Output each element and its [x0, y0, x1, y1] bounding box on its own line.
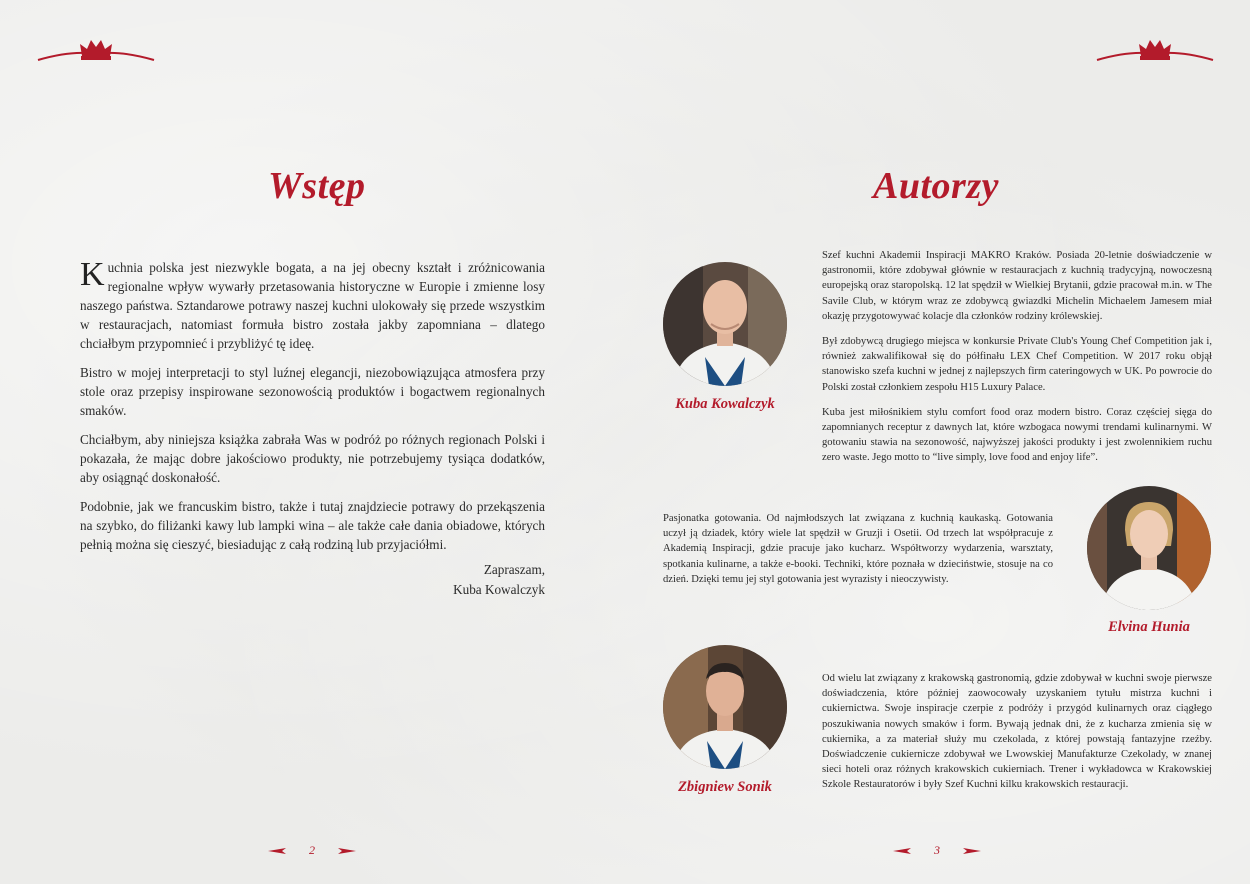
signature-greeting: Zapraszam,: [483, 562, 545, 577]
author-bio-paragraph: Był zdobywcą drugiego miejsca w konkursie Private Club's Young Chef Competition jak i, również zakwalifikował się do półfinału LEX Chef Competition. W 2017 roku objął stanowisko szefa kuchni w jednej z najlepszych firm cateringowych w UK. Po powrocie do Polski został członkiem zespołu H15 Luxury Palace.: [822, 336, 1212, 393]
signature: [453, 560, 545, 600]
arrow-right-icon: [963, 848, 981, 854]
right-page: [625, 0, 1250, 884]
author-photo-zbigniew: [663, 645, 787, 769]
author-name: Elvina Hunia: [1108, 619, 1190, 635]
page-number: 3: [934, 843, 940, 857]
intro-text: [80, 258, 545, 564]
arrow-right-icon: [338, 848, 356, 854]
author-bio-zbigniew: [822, 671, 1212, 803]
intro-paragraph-3: Chciałbym, aby niniejsza książka zabrała Was w podróż po różnych regionach Polski i pokazała, że mając dobre jakościowo produkty, nie potrzebujemy tysiąca dodatków, aby osiągnąć doskonałość.: [80, 432, 545, 485]
page-title: Wstęp: [268, 165, 366, 207]
arrow-left-icon: [268, 848, 286, 854]
signature-name: Kuba Kowalczyk: [453, 582, 545, 597]
author-photo-kuba: [663, 262, 787, 386]
author-photo-elvina: [1087, 486, 1211, 610]
author-bio-paragraph: Pasjonatka gotowania. Od najmłodszych lat związana z kuchnią kaukaską. Gotowania uczył ją dziadek, który wiele lat spędził w Gruzji i Osetii. Od trzech lat współpracuje z Akademią Inspiracji, gdzie pracuje jako kucharz. Współtworzy wydarzenia, warsztaty, spotkania kulinarne, a także e-booki. Techniki, które poznała w dzieciństwie, stosuje na co dzień. Dzięki temu jej styl gotowania jest wyrazisty i nieoczywisty.: [663, 513, 1053, 585]
author-name: Zbigniew Sonik: [678, 779, 772, 795]
author-bio-paragraph: Od wielu lat związany z krakowską gastronomią, gdzie zdobywał w kuchni swoje pierwsze doświadczenia, które później zaowocowały uzyskaniem tytułu mistrza kuchni i cukiernictwa. Swoje inspiracje czerpie z podróży i przygód kulinarnych oraz ciągłego poszukiwania nowych smaków i form. Bywają jednak dni, że z kucharza zmienia się w cukiernika, a za materiał służy mu czekolada, z której powstają fantazyjne rzeźby. Doświadczenie cukiernicze zdobywał we Lwowskiej Manufakturze Czekolady, w znanej sieci hoteli oraz różnych krakowskich cukierniach. Trener i wykładowca w Krakowskiej Szkole Restauratorów i były Szef Kuchni kilku krakowskich restauracji.: [822, 673, 1212, 791]
page-footer: [252, 843, 372, 859]
intro-paragraph-1-text: uchnia polska jest niezwykle bogata, a na jej obecny kształt i zróżnicowania regionalne wpływ wywarły przetasowania historyczne w Europie i zmienne losy naszego państwa. Sztandarowe potrawy naszej kuchni ulokowały się przede wszystkim w restauracjach, natomiast formuła bistro została jakby zapomniana – dlatego chciałbym przypomnieć i przybliżyć tę ideę.: [80, 260, 545, 351]
intro-paragraph-2: Bistro w mojej interpretacji to styl luźnej elegancji, niezobowiązująca atmosfera przy stole oraz przepisy inspirowane sezonowością produktów i bogactwem regionalnych smaków.: [80, 365, 545, 418]
intro-paragraph-1: [80, 258, 545, 353]
author-bio-elvina: [663, 511, 1053, 597]
page-footer: [877, 843, 997, 859]
page-number: 2: [309, 843, 315, 857]
crown-icon: [36, 36, 156, 64]
arrow-left-icon: [893, 848, 911, 854]
intro-paragraph-4: Podobnie, jak we francuskim bistro, także i tutaj znajdziecie potrawy do przekąszenia na szybko, do filiżanki kawy lub lampki wina – ale także całe dania obiadowe, których pełnią można się cieszyć, biesiadując z całą rodziną lub przyjaciółmi.: [80, 499, 545, 552]
page-title: Autorzy: [873, 165, 999, 207]
author-bio-paragraph: Szef kuchni Akademii Inspiracji MAKRO Kraków. Posiada 20-letnie doświadczenie w gastronomii, które zdobywał głównie w restauracjach z kuchnią tradycyjną, nowoczesną europejską oraz staropolską. 12 lat spędził w Wielkiej Brytanii, gdzie pracował m.in. w The Savile Club, w którym wraz ze zdobywcą gwiazdki Michelin Michaelem Jamesem miał okazję przygotowywać kolacje dla członków rodziny królewskiej.: [822, 250, 1212, 322]
author-bio-paragraph: Kuba jest miłośnikiem stylu comfort food oraz modern bistro. Coraz częściej sięga do zapomnianych receptur z dawnych lat, które wzbogaca nowymi trendami kulinarnymi. W gotowaniu stawia na sezonowość, najwyższej jakości produkty i jest zwolennikiem ruchu zero waste. Jego motto to “live simply, love food and enjoy life”.: [822, 406, 1212, 464]
author-name: Kuba Kowalczyk: [675, 396, 775, 412]
author-bio-kuba: [822, 248, 1212, 476]
crown-icon: [1095, 36, 1215, 64]
dropcap-letter: K: [80, 256, 105, 293]
